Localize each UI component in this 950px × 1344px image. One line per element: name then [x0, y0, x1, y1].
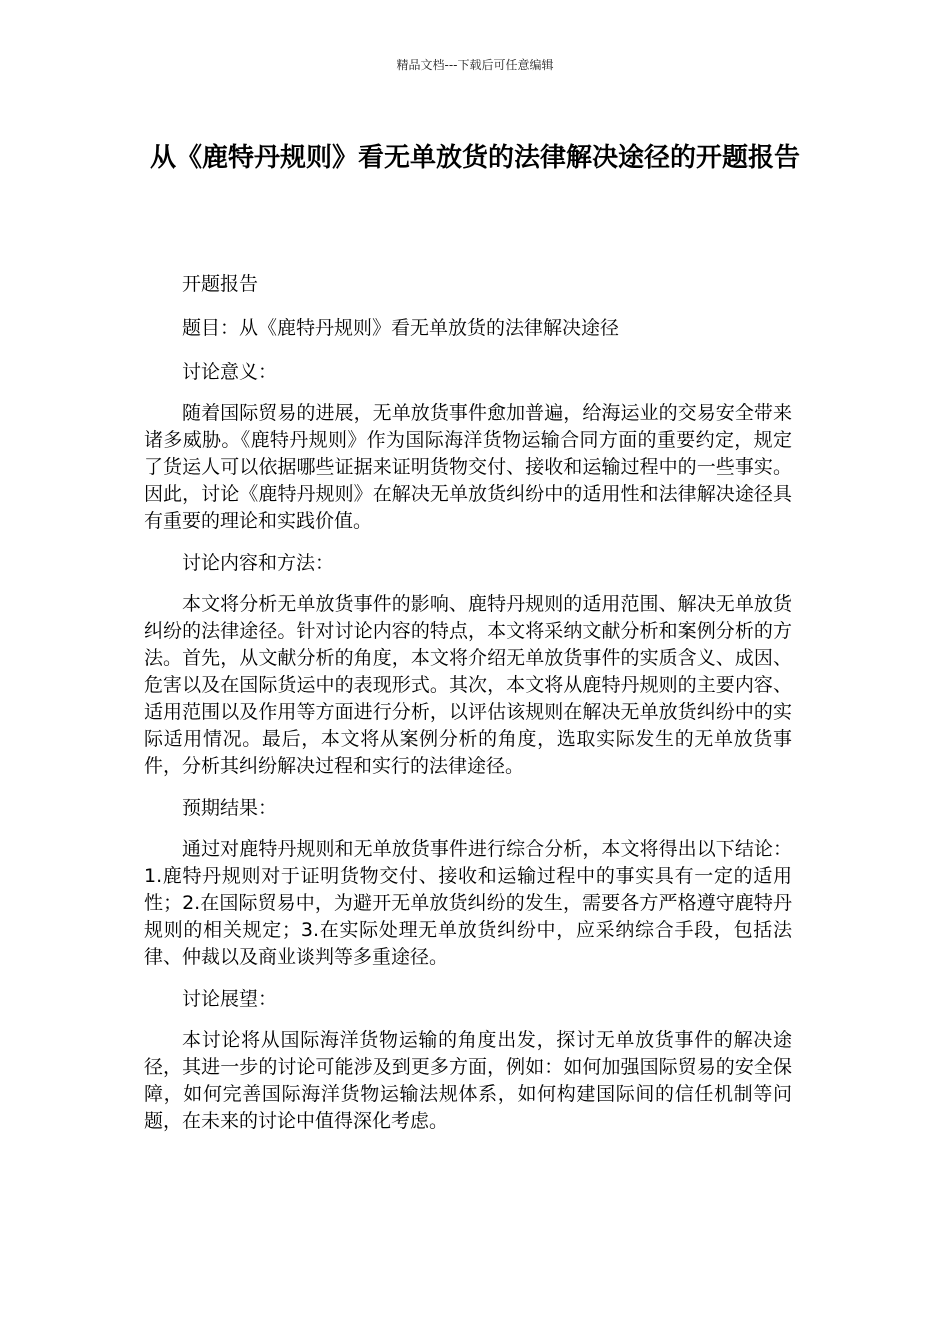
significance-heading: 讨论意义：	[182, 361, 278, 383]
page-header: 精品文档---下载后可任意编辑	[396, 58, 554, 72]
outlook-paragraph: 本讨论将从国际海洋货物运输的角度出发，探讨无单放货事件的解决途径，其进一步的讨论可能涉及到更多方面，例如：如何加强国际贸易的安全保障，如何完善国际海洋货物运输法规体系，如何构建国际间的信任机制等问题，在未来的讨论中值得深化考虑。	[144, 1029, 792, 1132]
document-title: 从《鹿特丹规则》看无单放货的法律解决途径的开题报告	[149, 143, 800, 173]
results-heading: 预期结果：	[182, 797, 278, 819]
document-body	[144, 268, 792, 1147]
significance-paragraph: 随着国际贸易的进展，无单放货事件愈加普遍，给海运业的交易安全带来诸多威胁。《鹿特丹规则》作为国际海洋货物运输合同方面的重要约定，规定了货运人可以依据哪些证据来证明货物交付、接收和运输过程中的一些事实。因此，讨论《鹿特丹规则》在解决无单放货纠纷中的适用性和法律解决途径具有重要的理论和实践价值。	[144, 402, 792, 532]
outlook-heading: 讨论展望：	[182, 988, 278, 1010]
content-paragraph: 本文将分析无单放货事件的影响、鹿特丹规则的适用范围、解决无单放货纠纷的法律途径。针对讨论内容的特点，本文将采纳文献分析和案例分析的方法。首先，从文献分析的角度，本文将介绍无单放货事件的实质含义、成因、危害以及在国际货运中的表现形式。其次，本文将从鹿特丹规则的主要内容、适用范围以及作用等方面进行分析，以评估该规则在解决无单放货纠纷中的实际适用情况。最后，本文将从案例分析的角度，选取实际发生的无单放货事件，分析其纠纷解决过程和实行的法律途径。	[144, 593, 792, 777]
results-paragraph: 通过对鹿特丹规则和无单放货事件进行综合分析，本文将得出以下结论：1.鹿特丹规则对于证明货物交付、接收和运输过程中的事实具有一定的适用性；2.在国际贸易中，为避开无单放货纠纷的发生，需要各方严格遵守鹿特丹规则的相关规定；3.在实际处理无单放货纠纷中，应采纳综合手段，包括法律、仲裁以及商业谈判等多重途径。	[144, 838, 792, 968]
content-heading: 讨论内容和方法：	[182, 552, 335, 574]
report-label: 开题报告	[182, 273, 259, 295]
topic-line: 题目：从《鹿特丹规则》看无单放货的法律解决途径	[182, 317, 620, 339]
